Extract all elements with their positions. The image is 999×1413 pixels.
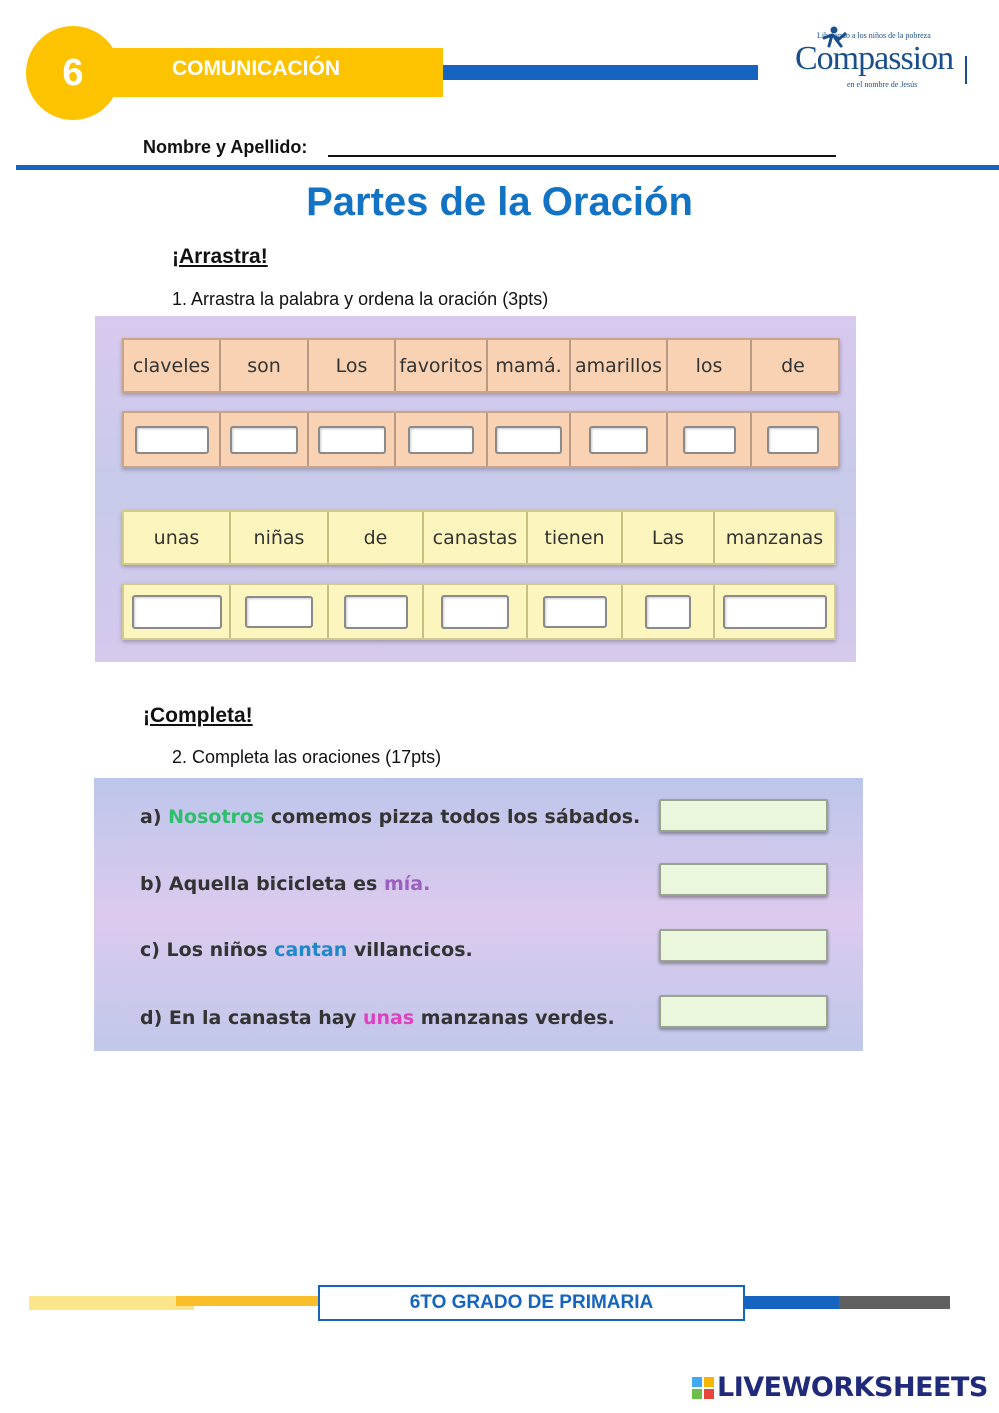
drop-slot-cell [329,585,424,638]
sentence-text: villancicos. [347,939,473,961]
sentence-text: b) Aquella bicicleta es [140,873,384,895]
drag-word[interactable]: claveles [124,340,221,391]
drop-target[interactable] [245,596,313,628]
drag-word[interactable]: amarillos [571,340,668,391]
answer-input-b[interactable] [659,863,828,896]
drop-slot-cell [752,413,834,466]
header-rule [16,165,999,170]
section1-heading: ¡Arrastra! [172,245,268,268]
logo-tagline: Liberando a los niños de la pobreza [817,31,931,40]
liveworksheets-brand [692,1372,988,1403]
drop-target[interactable] [318,426,386,454]
sentence-text: a) [140,806,169,828]
drop-target[interactable] [344,595,408,629]
drop-slot-cell [396,413,488,466]
logo-subtitle: en el nombre de Jesús [847,80,918,89]
sentence-a [140,806,640,828]
drop-target[interactable] [495,426,562,454]
drop-slot-cell [571,413,668,466]
section2-instruction: 2. Completa las oraciones (17pts) [172,747,442,767]
sentence-text: c) Los niños [140,939,275,961]
drag-word[interactable]: niñas [231,512,329,563]
drop-slot-cell [424,585,528,638]
page-title: Partes de la Oración [306,180,693,224]
answer-input-a[interactable] [659,799,828,832]
drop-slot-cell [528,585,623,638]
sentence-text: comemos pizza todos los sábados. [264,806,641,828]
drag-word[interactable]: los [668,340,752,391]
drag-activity-panel [95,316,856,662]
drag-word[interactable]: Las [623,512,715,563]
drop-slot-cell [668,413,752,466]
drop-slot-cell [623,585,715,638]
drop-slot-cell [124,413,221,466]
word-row-2 [122,510,836,565]
word-row-1 [122,338,840,393]
drop-target[interactable] [408,426,474,454]
drag-word[interactable]: mamá. [488,340,571,391]
drag-word[interactable]: Los [309,340,396,391]
footer-stripe-light-yellow [29,1296,194,1310]
drop-target[interactable] [645,595,691,629]
drop-slot-cell [124,585,231,638]
drop-slot-cell [231,585,329,638]
compassion-logo [795,26,975,96]
drop-row-1 [122,411,840,468]
drag-word[interactable]: de [781,354,805,377]
name-field[interactable] [328,155,836,157]
highlighted-word: unas [363,1007,415,1029]
highlighted-word: mía. [383,873,431,895]
sentence-text: d) En la canasta hay [140,1007,363,1029]
drop-slot-cell [309,413,396,466]
answer-input-c[interactable] [659,929,828,962]
drop-target[interactable] [767,426,819,454]
sentence-b [140,873,430,895]
section2-heading: ¡Completa! [143,704,253,727]
drag-word[interactable]: tienen [528,512,623,563]
footer-stripe-yellow [176,1296,318,1306]
footer-grade-label: 6TO GRADO DE PRIMARIA [318,1285,745,1321]
drop-slot-cell [715,585,834,638]
subject-title: COMUNICACIÓN [172,57,340,80]
drop-target[interactable] [543,596,607,628]
drag-word[interactable]: de [329,512,424,563]
sentence-d [140,1007,615,1029]
logo-name: Compassion [795,40,954,77]
sentence-text: manzanas verdes. [414,1007,615,1029]
drag-word[interactable]: son [221,340,309,391]
drag-word[interactable]: unas [124,512,231,563]
logo-divider [965,56,967,84]
drop-slot-cell [221,413,309,466]
drop-target[interactable] [589,426,648,454]
drop-target[interactable] [135,426,209,454]
drop-target[interactable] [723,595,827,629]
drop-row-2 [122,583,836,640]
footer-stripe-blue [745,1296,839,1309]
sentence-c [140,939,473,961]
highlighted-word: Nosotros [168,806,265,828]
footer-stripe-gray [839,1296,950,1309]
liveworksheets-icon [692,1377,714,1399]
drag-word[interactable]: favoritos [396,340,488,391]
drag-word[interactable]: manzanas [725,526,824,549]
grade-badge: 6 [26,26,120,120]
drop-target[interactable] [683,426,736,454]
name-label: Nombre y Apellido: [143,137,308,157]
answer-input-d[interactable] [659,995,828,1028]
drop-target[interactable] [441,595,509,629]
liveworksheets-text: LIVEWORKSHEETS [717,1372,988,1403]
drop-target[interactable] [230,426,298,454]
highlighted-word: cantan [274,939,348,961]
section1-instruction: 1. Arrastra la palabra y ordena la oración (3pts) [172,289,549,309]
drop-target[interactable] [132,595,222,629]
drag-word[interactable]: canastas [424,512,528,563]
header-band [443,65,758,80]
complete-activity-panel [94,778,863,1051]
drop-slot-cell [488,413,571,466]
